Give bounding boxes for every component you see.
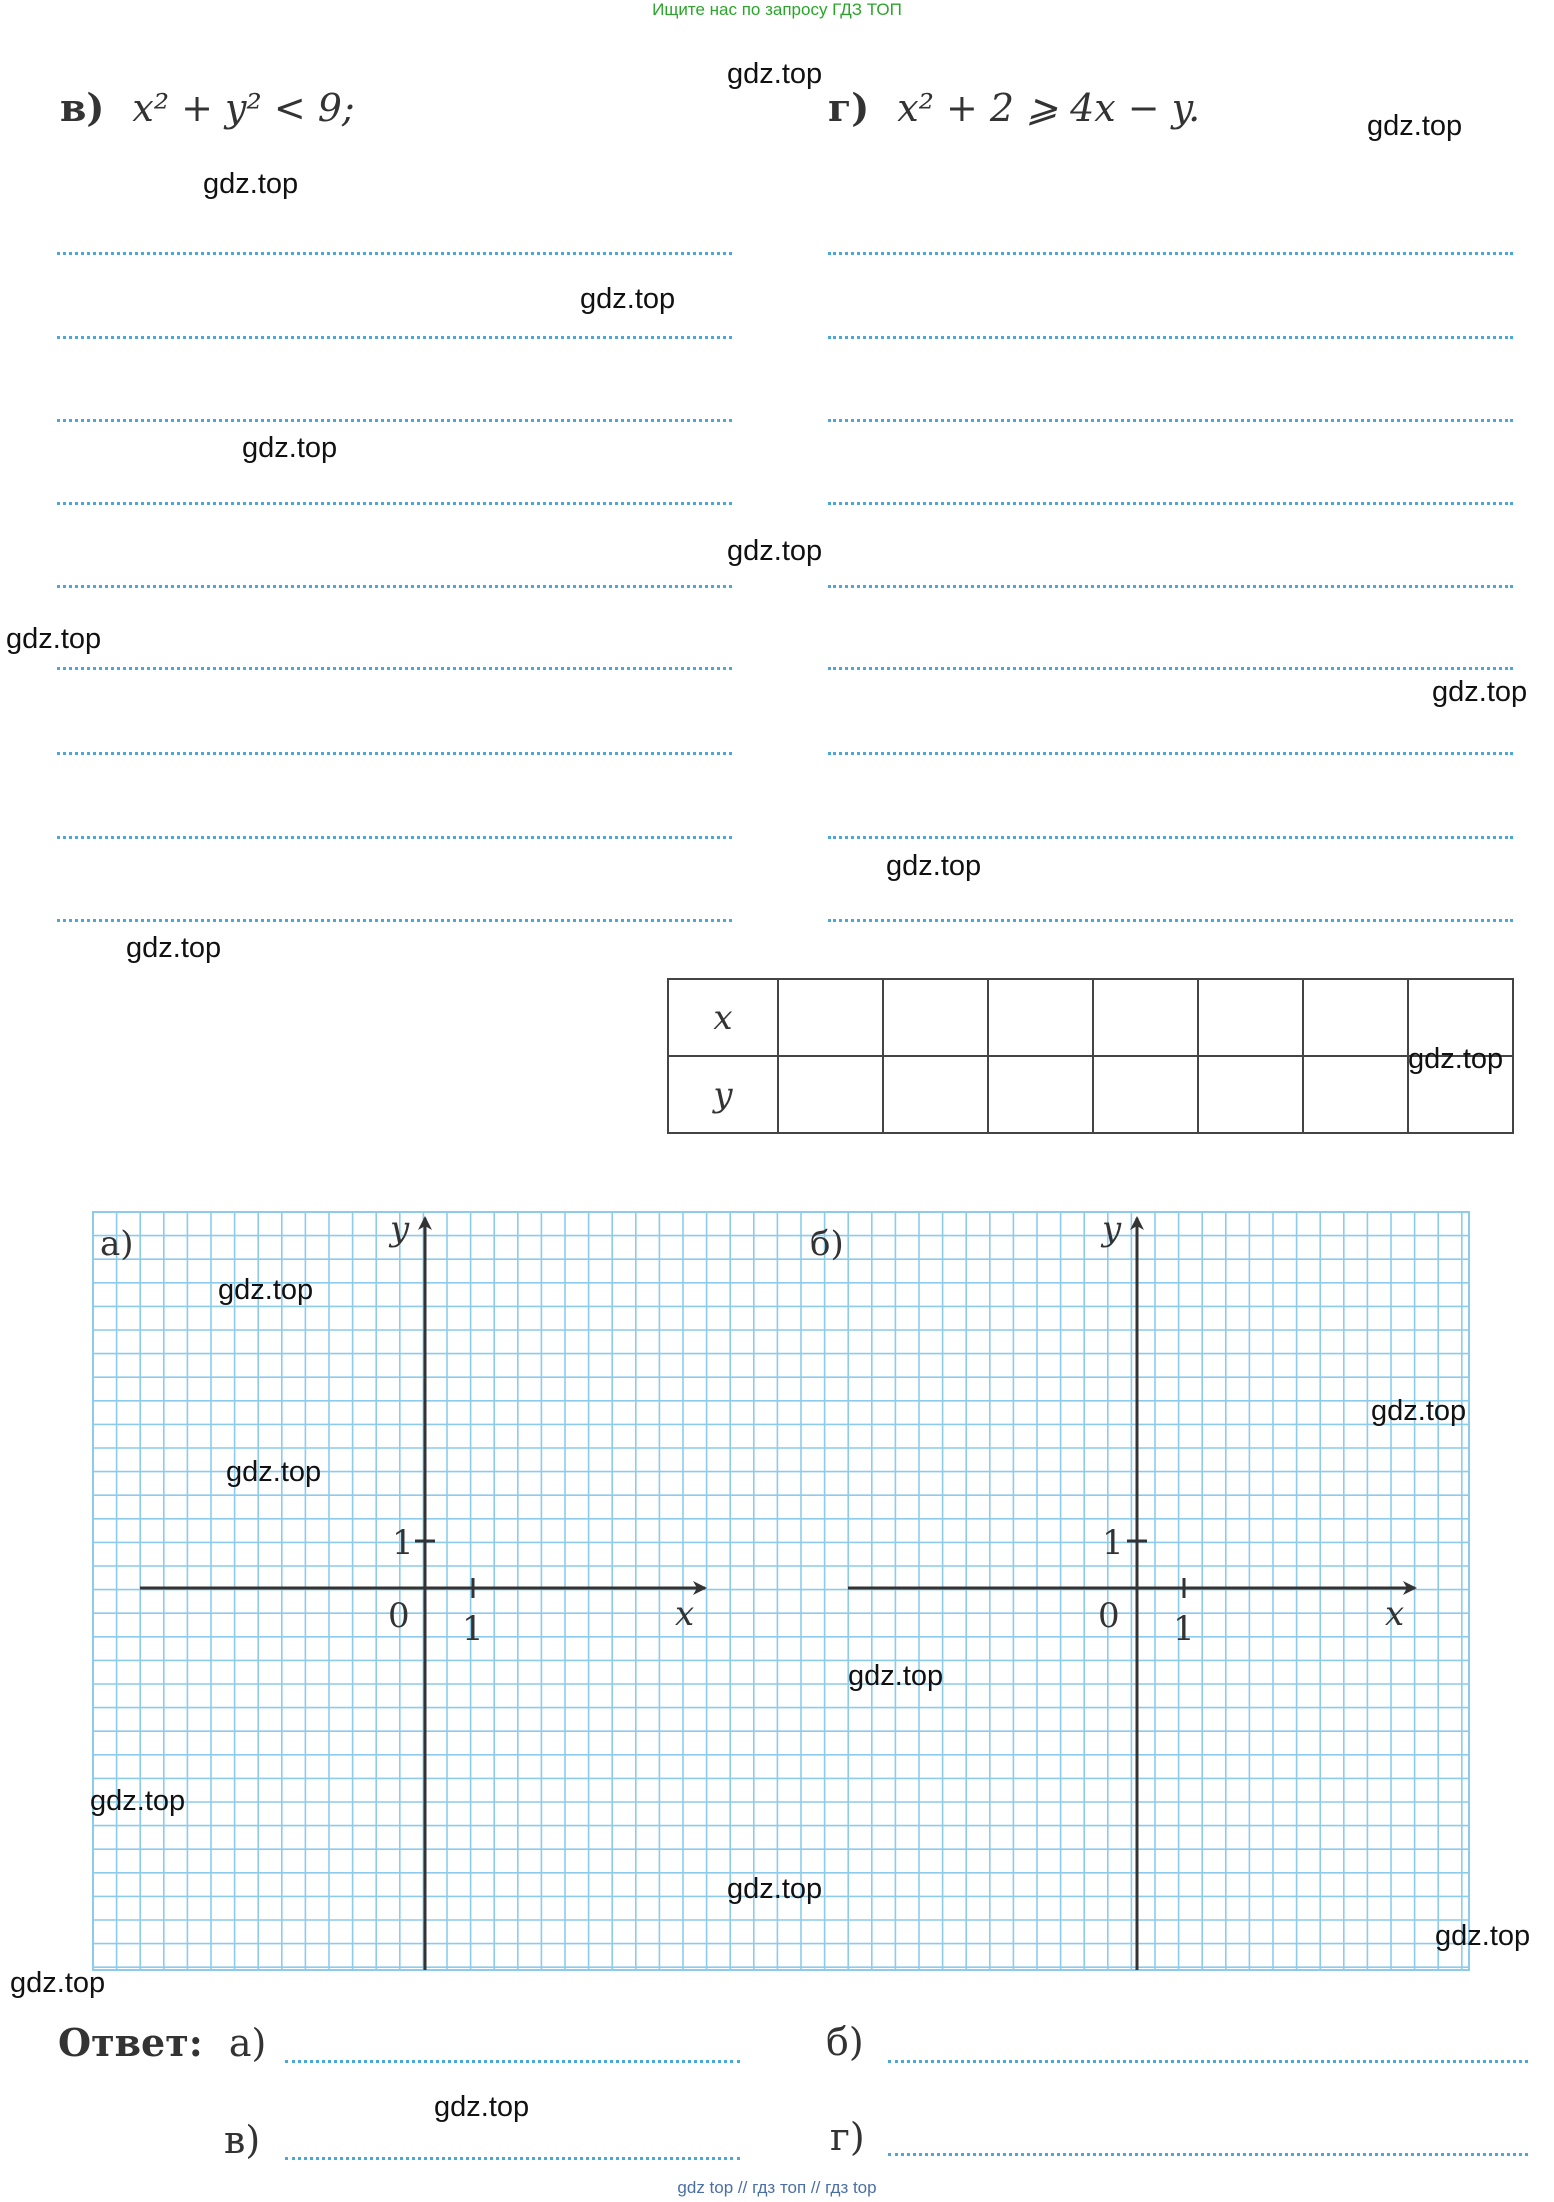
search-hint-link[interactable]: Ищите нас по запросу ГДЗ ТОП bbox=[652, 0, 902, 19]
graph-b-unit-y: 1 bbox=[1102, 1523, 1124, 1563]
grid-paper[interactable] bbox=[93, 1212, 1469, 1970]
watermark-text: gdz.top bbox=[1435, 1920, 1531, 1952]
watermark-text: gdz.top bbox=[727, 58, 823, 90]
watermark-text: gdz.top bbox=[727, 1873, 823, 1905]
watermark-text: gdz.top bbox=[203, 168, 299, 200]
watermark-text: gdz.top bbox=[434, 2091, 530, 2123]
table-header-x: x bbox=[668, 979, 778, 1056]
watermark-text: gdz.top bbox=[1432, 676, 1528, 708]
watermark-text: gdz.top bbox=[727, 535, 823, 567]
graph-a-label: а) bbox=[100, 1224, 134, 1264]
graph-a-origin-label: 0 bbox=[388, 1596, 410, 1636]
answer-title: Ответ: bbox=[58, 2020, 203, 2065]
footer-links[interactable]: gdz top // гдз топ // гдз top bbox=[677, 2178, 877, 2197]
watermark-text: gdz.top bbox=[218, 1274, 314, 1306]
graph-b-unit-x: 1 bbox=[1173, 1609, 1195, 1649]
answer-g-line[interactable] bbox=[888, 2153, 1528, 2156]
answer-v-label: в) bbox=[224, 2118, 261, 2162]
watermark-text: gdz.top bbox=[90, 1785, 186, 1817]
answer-a-line[interactable] bbox=[285, 2060, 740, 2063]
watermark-text: gdz.top bbox=[1367, 110, 1463, 142]
watermark-text: gdz.top bbox=[1371, 1395, 1467, 1427]
graph-b-x-label: x bbox=[1385, 1594, 1405, 1634]
watermark-text: gdz.top bbox=[848, 1660, 944, 1692]
problem-g-label: г) bbox=[828, 85, 870, 130]
watermark-text: gdz.top bbox=[226, 1456, 322, 1488]
table-header-y: y bbox=[668, 1056, 778, 1133]
watermark-text: gdz.top bbox=[126, 932, 222, 964]
graph-a-y-label: y bbox=[390, 1209, 410, 1249]
watermark-text: gdz.top bbox=[10, 1967, 106, 1999]
graph-a[interactable] bbox=[100, 1209, 705, 1970]
graph-b[interactable] bbox=[810, 1209, 1415, 1970]
graph-a-x-label: x bbox=[675, 1594, 695, 1634]
watermark-text: gdz.top bbox=[6, 623, 102, 655]
graph-b-y-label: y bbox=[1102, 1209, 1122, 1249]
problem-g-expression: x² + 2 ⩾ 4x − y. bbox=[897, 86, 1201, 130]
answer-a-label: а) bbox=[228, 2021, 267, 2065]
watermark-text: gdz.top bbox=[1408, 1043, 1504, 1075]
watermark-text: gdz.top bbox=[580, 283, 676, 315]
answer-v-line[interactable] bbox=[285, 2157, 740, 2160]
problem-v-label: в) bbox=[60, 85, 105, 130]
watermark-text: gdz.top bbox=[886, 850, 982, 882]
graph-b-origin-label: 0 bbox=[1098, 1596, 1120, 1636]
answer-section bbox=[58, 2020, 266, 2065]
answer-b-label: б) bbox=[826, 2020, 864, 2064]
graph-b-label: б) bbox=[810, 1224, 844, 1264]
answer-b-line[interactable] bbox=[888, 2060, 1528, 2063]
graph-a-unit-x: 1 bbox=[462, 1609, 484, 1649]
watermark-text: gdz.top bbox=[242, 432, 338, 464]
answer-g-label: г) bbox=[830, 2115, 865, 2159]
graph-a-unit-y: 1 bbox=[392, 1523, 414, 1563]
problem-v-expression: x² + y² < 9; bbox=[132, 86, 355, 130]
